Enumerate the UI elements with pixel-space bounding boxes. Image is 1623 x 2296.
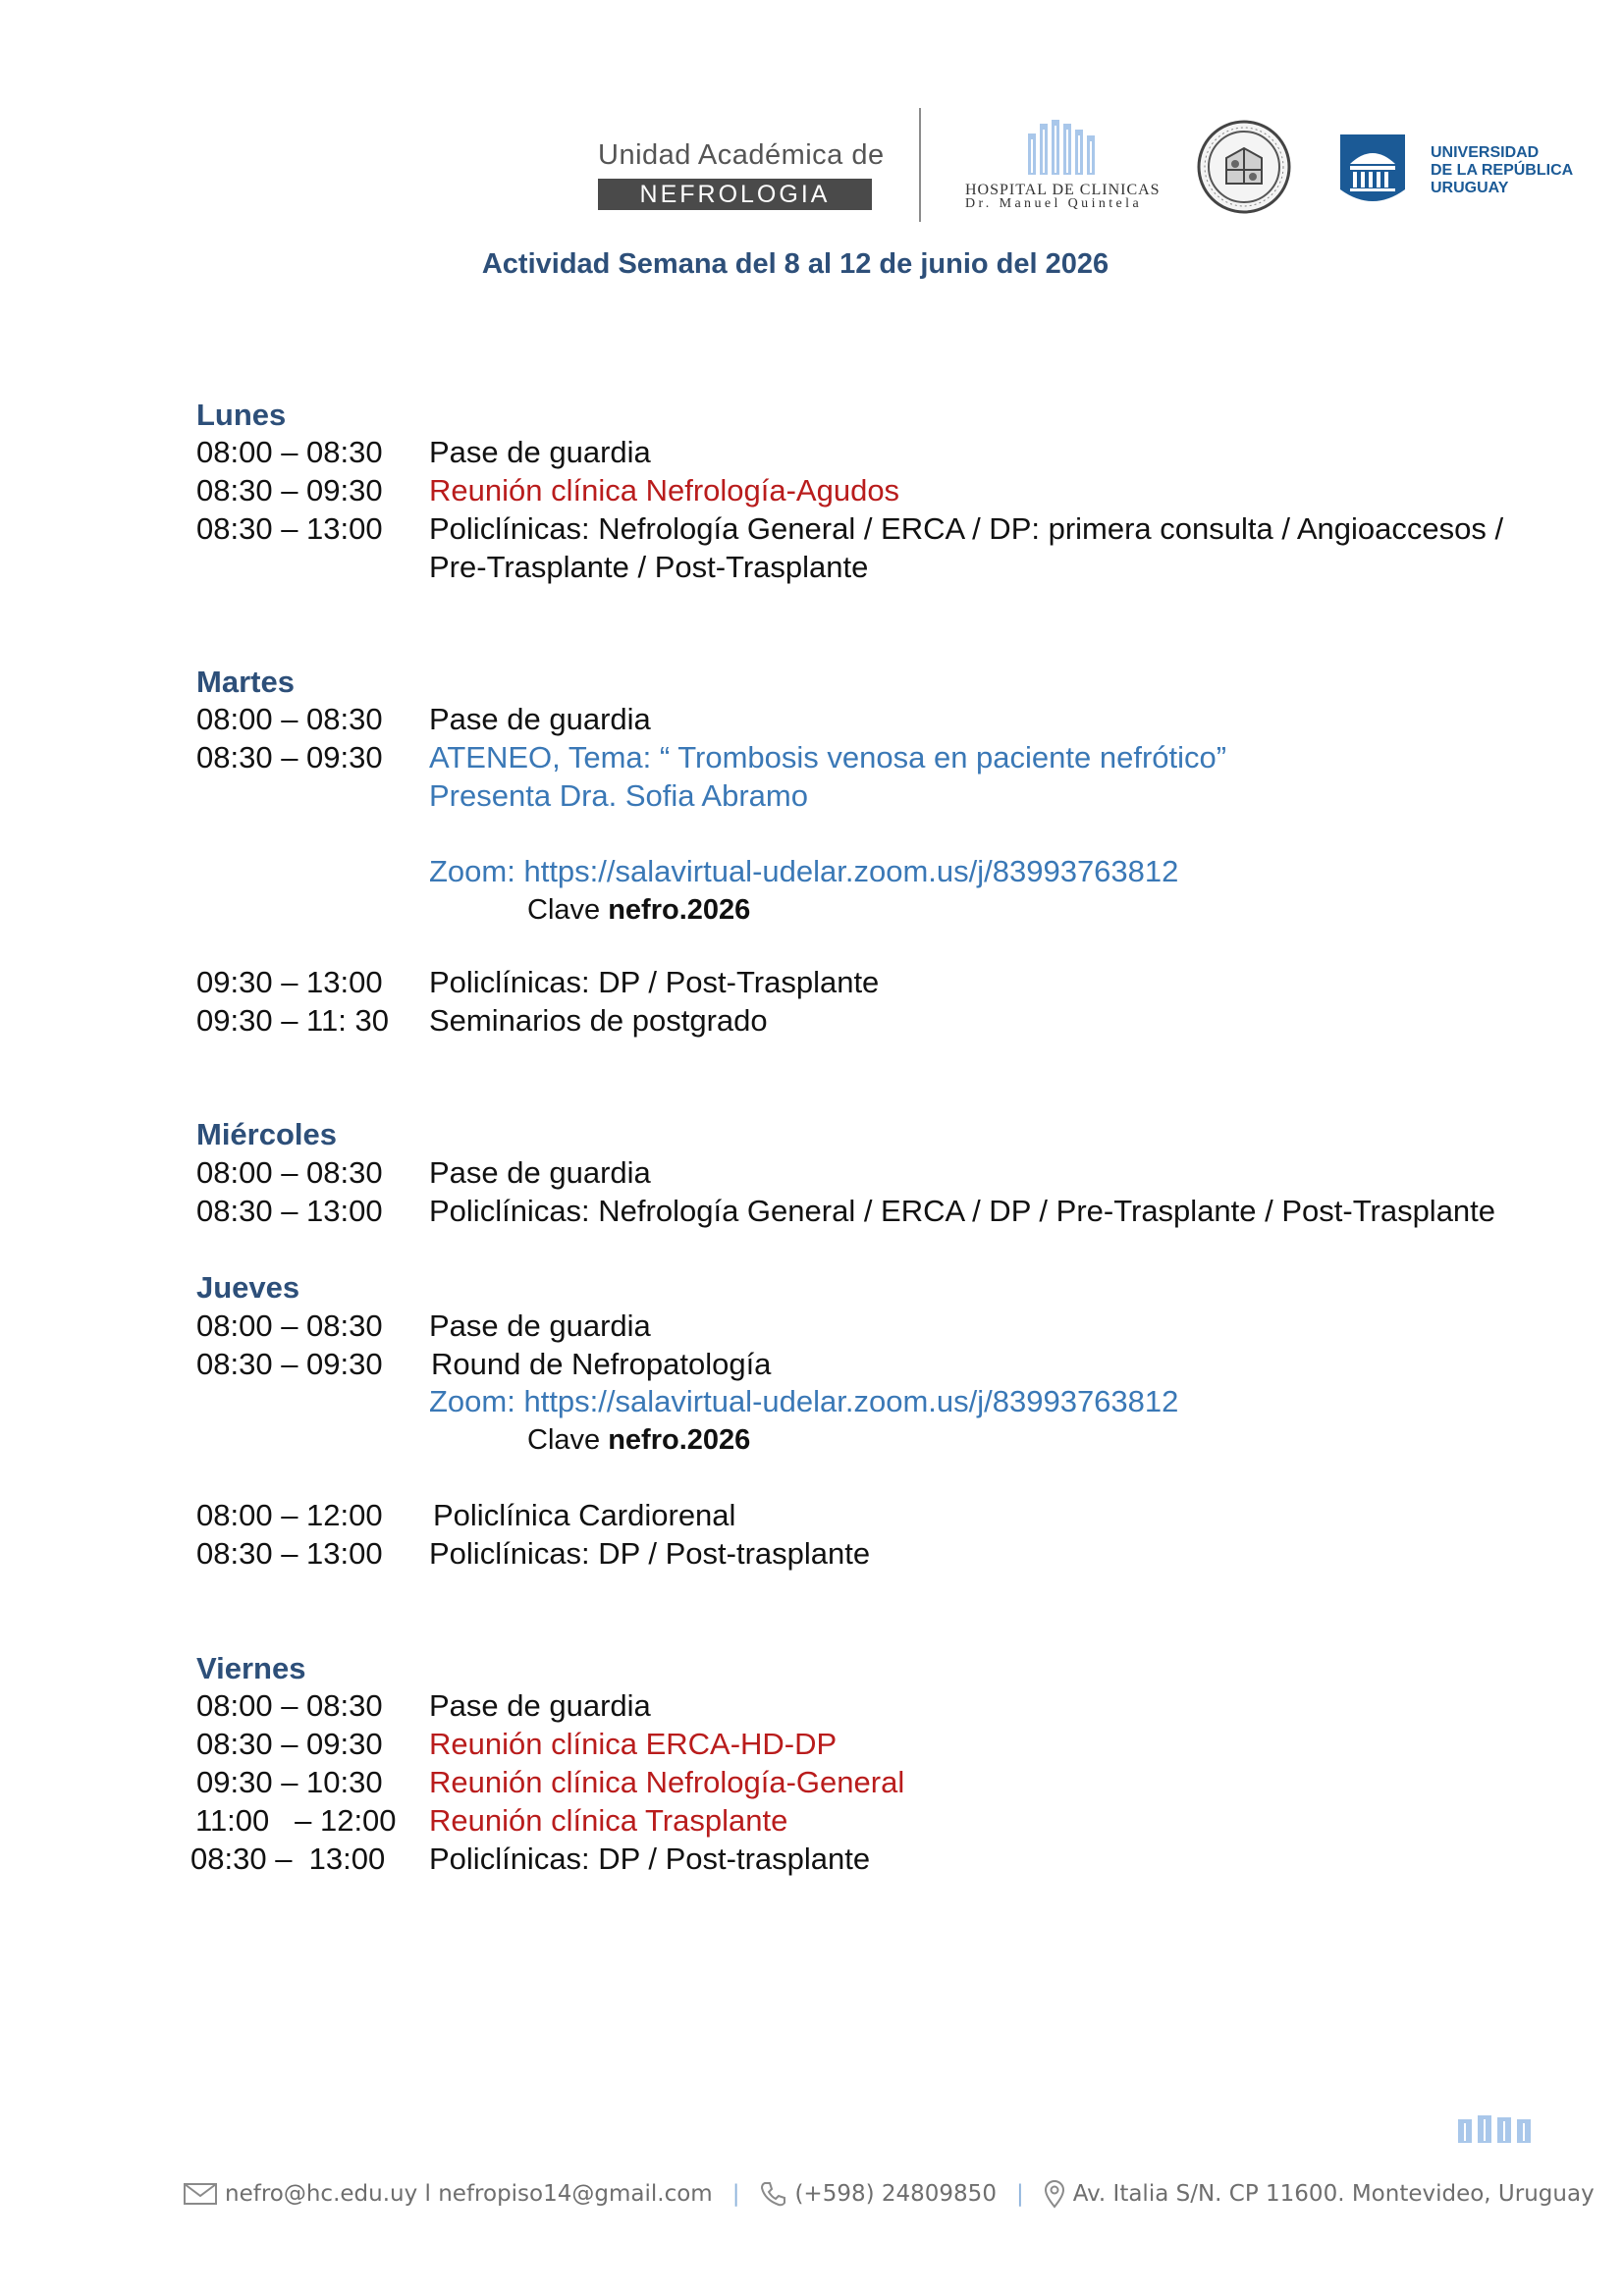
day-heading-jueves: Jueves [196,1270,300,1305]
time-slot: 08:00 – 12:00 [196,1498,383,1532]
activity-ateneo: ATENEO, Tema: “ Trombosis venosa en paciente nefrótico” [429,740,1227,774]
time-slot: 09:30 – 10:30 [196,1765,383,1799]
time-slot: 08:00 – 08:30 [196,435,383,469]
page-title: Actividad Semana del 8 al 12 de junio del 2026 [481,248,1109,280]
university-name-line1: UNIVERSIDAD [1431,144,1540,161]
footer-separator: | [1015,2181,1024,2207]
activity-meeting: Reunión clínica ERCA-HD-DP [429,1727,838,1761]
day-heading-lunes: Lunes [196,398,287,432]
header-divider [919,108,921,222]
zoom-password [527,1424,750,1457]
time-slot: 08:00 – 08:30 [196,702,383,736]
activity: Policlínicas: DP / Post-trasplante [429,1842,871,1876]
day-heading-miercoles: Miércoles [196,1117,338,1151]
time-slot: 08:30 – 13:00 [196,1536,383,1571]
phone-icon [759,2180,786,2208]
footer-contact [184,2177,1595,2211]
activity: Policlínicas: Nefrología General / ERCA / DP: primera consulta / Angioaccesos / [429,511,1504,546]
activity: Policlínicas: DP / Post-Trasplante [429,965,880,999]
activity: Pase de guardia [429,435,651,469]
time-slot: 08:00 – 08:30 [196,1155,383,1190]
activity: Pase de guardia [429,1308,651,1343]
time-slot: 08:30 – 09:30 [196,1347,383,1381]
activity: Round de Nefropatología [431,1347,772,1381]
time-slot: 08:30 – 13:00 [196,1194,383,1228]
activity-presenter: Presenta Dra. Sofia Abramo [429,778,808,813]
zoom-link[interactable]: Zoom: https://salavirtual-udelar.zoom.us/j/83993763812 [429,1384,1179,1418]
clave-value: nefro.2026 [608,894,751,926]
hospital-logo-icon [1026,120,1097,180]
clave-label: Clave [527,1424,601,1456]
activity: Policlínicas: Nefrología General / ERCA / DP / Pre-Trasplante / Post-Trasplante [429,1194,1496,1228]
activity: Pase de guardia [429,702,651,736]
footer-address: Av. Italia S/N. CP 11600. Montevideo, Uruguay [1072,2181,1595,2207]
activity: Pase de guardia [429,1688,651,1723]
activity-meeting: Reunión clínica Nefrología-Agudos [429,473,900,507]
footer-emails: nefro@hc.edu.uy l nefropiso14@gmail.com [225,2181,713,2207]
activity-meeting: Reunión clínica Nefrología-General [429,1765,905,1799]
zoom-link[interactable]: Zoom: https://salavirtual-udelar.zoom.us/j/83993763812 [429,854,1179,888]
hospital-bars-icon [1458,2115,1533,2148]
time-slot: 08:30 – 09:30 [196,740,383,774]
time-slot: 08:30 – 09:30 [196,1727,383,1761]
udelar-logo-icon [1340,134,1405,212]
hospital-subtitle: Dr. Manuel Quintela [965,196,1143,211]
time-slot: 08:00 – 08:30 [196,1688,383,1723]
activity: Policlínicas: DP / Post-trasplante [429,1536,871,1571]
unit-name-banner: NEFROLOGIA [598,179,872,210]
day-heading-viernes: Viernes [196,1651,306,1685]
time-slot: 11:00 – 12:00 [195,1803,397,1838]
university-name-line2: DE LA REPÚBLICA [1431,162,1574,179]
university-name-line3: URUGUAY [1431,180,1509,196]
time-slot: 09:30 – 11: 30 [196,1003,389,1038]
time-slot: 08:30 – 13:00 [190,1842,386,1876]
activity: Seminarios de postgrado [429,1003,768,1038]
zoom-password [527,894,750,927]
activity: Policlínica Cardiorenal [433,1498,736,1532]
clave-value: nefro.2026 [608,1424,751,1456]
location-pin-icon [1044,2179,1065,2209]
day-heading-martes: Martes [196,665,295,699]
hospital-name: HOSPITAL DE CLINICAS [965,182,1161,198]
unit-name: Unidad Académica de [598,139,885,171]
activity-meeting: Reunión clínica Trasplante [429,1803,788,1838]
university-name [1431,144,1573,197]
mail-icon [184,2182,217,2206]
university-seal-icon [1197,119,1291,220]
activity-continued: Pre-Trasplante / Post-Trasplante [429,550,869,584]
time-slot: 08:30 – 09:30 [196,473,383,507]
footer-phone: (+598) 24809850 [794,2181,997,2207]
time-slot: 09:30 – 13:00 [196,965,383,999]
footer-separator: | [731,2181,740,2207]
clave-label: Clave [527,894,601,926]
activity: Pase de guardia [429,1155,651,1190]
time-slot: 08:30 – 13:00 [196,511,383,546]
time-slot: 08:00 – 08:30 [196,1308,383,1343]
